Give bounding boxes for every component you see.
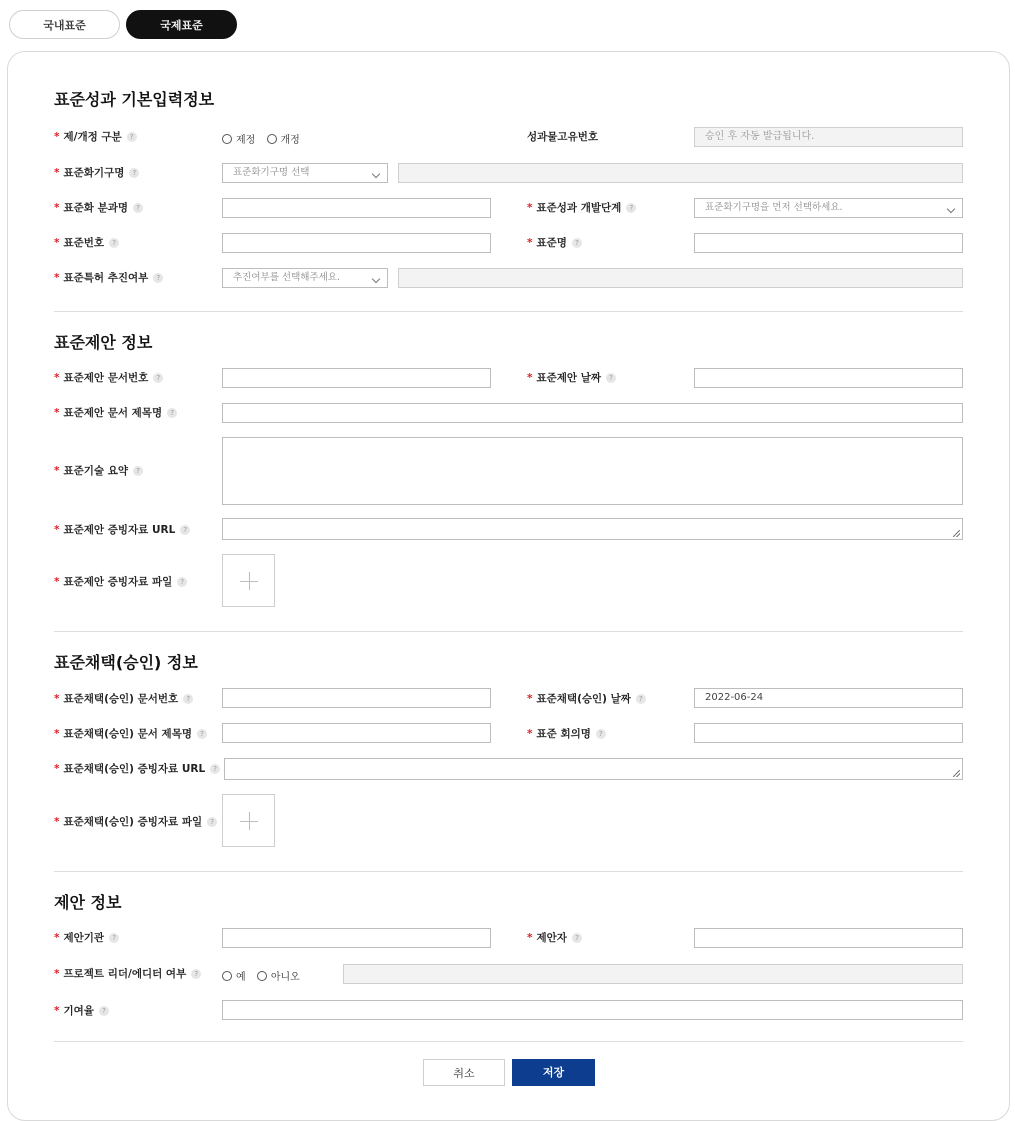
radio-circle-icon[interactable] xyxy=(222,971,232,981)
leader-radio-group xyxy=(222,968,308,983)
label-stage: * 표준성과 개발단계 ? xyxy=(527,201,636,215)
adoption-doc-number-input[interactable] xyxy=(222,688,491,708)
label-patent: * 표준특허 추진여부 ? xyxy=(54,271,163,285)
help-icon[interactable]: ? xyxy=(129,168,139,178)
label-agency: * 제안기관 ? xyxy=(54,931,119,945)
label-proposal-file: * 표준제안 증빙자료 파일 ? xyxy=(54,575,187,589)
radio-no[interactable]: 아니오 xyxy=(257,968,300,983)
proposal-url-textarea[interactable] xyxy=(222,518,963,540)
label-adoption-file: * 표준채택(승인) 증빙자료 파일 ? xyxy=(54,815,217,829)
help-icon[interactable]: ? xyxy=(133,466,143,476)
label-meeting: * 표준 회의명 ? xyxy=(527,727,606,741)
label-adoption-doc-number: * 표준채택(승인) 문서번호 ? xyxy=(54,692,193,706)
label-adoption-date: * 표준채택(승인) 날짜 ? xyxy=(527,692,646,706)
leader-detail-field xyxy=(343,964,963,984)
std-number-input[interactable] xyxy=(222,233,491,253)
proposal-doc-title-input[interactable] xyxy=(222,403,963,423)
chevron-down-icon xyxy=(372,170,380,178)
label-leader: * 프로젝트 리더/에디터 여부 ? xyxy=(54,967,201,981)
label-summary: * 표준기술 요약 ? xyxy=(54,464,143,478)
resize-handle-icon[interactable] xyxy=(953,770,960,777)
tab-domestic[interactable]: 국내표준 xyxy=(9,10,120,39)
section-divider xyxy=(54,871,963,872)
help-icon[interactable]: ? xyxy=(210,764,220,774)
org-detail-field xyxy=(398,163,963,183)
label-std-number: * 표준번호 ? xyxy=(54,236,119,250)
plus-icon xyxy=(249,572,250,590)
section-title-suggestion: 제안 정보 xyxy=(54,893,122,912)
tab-international[interactable]: 국제표준 xyxy=(126,10,237,39)
section-divider xyxy=(54,631,963,632)
help-icon[interactable]: ? xyxy=(207,817,217,827)
stage-select[interactable]: 표준화기구명을 먼저 선택하세요. xyxy=(694,198,963,218)
section-title-basic: 표준성과 기본입력정보 xyxy=(54,90,215,109)
help-icon[interactable]: ? xyxy=(191,969,201,979)
radio-circle-icon[interactable] xyxy=(257,971,267,981)
radio-circle-icon[interactable] xyxy=(267,134,277,144)
help-icon[interactable]: ? xyxy=(153,273,163,283)
agency-input[interactable] xyxy=(222,928,491,948)
help-icon[interactable]: ? xyxy=(109,933,119,943)
section-divider xyxy=(54,311,963,312)
std-name-input[interactable] xyxy=(694,233,963,253)
adoption-file-upload[interactable] xyxy=(222,794,275,847)
label-proposal-doc-title: * 표준제안 문서 제목명 ? xyxy=(54,406,177,420)
radio-new[interactable]: 제정 xyxy=(222,131,255,146)
proposal-file-upload[interactable] xyxy=(222,554,275,607)
label-proposal-doc-number: * 표준제안 문서번호 ? xyxy=(54,371,163,385)
help-icon[interactable]: ? xyxy=(180,525,190,535)
help-icon[interactable]: ? xyxy=(109,238,119,248)
label-revision: * 제/개정 구분 ? xyxy=(54,130,137,144)
radio-circle-icon[interactable] xyxy=(222,134,232,144)
adoption-date-input[interactable]: 2022-06-24 xyxy=(694,688,963,708)
help-icon[interactable]: ? xyxy=(572,933,582,943)
help-icon[interactable]: ? xyxy=(133,203,143,213)
label-org: * 표준화기구명 ? xyxy=(54,166,139,180)
plus-icon xyxy=(249,812,250,830)
resize-handle-icon[interactable] xyxy=(953,530,960,537)
help-icon[interactable]: ? xyxy=(626,203,636,213)
label-adoption-url: * 표준채택(승인) 증빙자료 URL ? xyxy=(54,762,220,776)
help-icon[interactable]: ? xyxy=(606,373,616,383)
patent-detail-field xyxy=(398,268,963,288)
label-proposer: * 제안자 ? xyxy=(527,931,582,945)
subcommittee-input[interactable] xyxy=(222,198,491,218)
section-title-proposal: 표준제안 정보 xyxy=(54,333,153,352)
help-icon[interactable]: ? xyxy=(636,694,646,704)
summary-textarea[interactable] xyxy=(222,437,963,505)
help-icon[interactable]: ? xyxy=(596,729,606,739)
contribution-input[interactable] xyxy=(222,1000,963,1020)
label-proposal-url: * 표준제안 증빙자료 URL ? xyxy=(54,523,190,537)
proposer-input[interactable] xyxy=(694,928,963,948)
help-icon[interactable]: ? xyxy=(127,132,137,142)
patent-select[interactable]: 추진여부를 선택해주세요. xyxy=(222,268,388,288)
label-contribution: * 기여율 ? xyxy=(54,1004,109,1018)
adoption-url-textarea[interactable] xyxy=(224,758,963,780)
radio-yes[interactable]: 예 xyxy=(222,968,246,983)
adoption-doc-title-input[interactable] xyxy=(222,723,491,743)
help-icon[interactable]: ? xyxy=(153,373,163,383)
label-proposal-date: * 표준제안 날짜 ? xyxy=(527,371,616,385)
help-icon[interactable]: ? xyxy=(183,694,193,704)
proposal-doc-number-input[interactable] xyxy=(222,368,491,388)
label-adoption-doc-title: * 표준채택(승인) 문서 제목명 ? xyxy=(54,727,207,741)
save-button[interactable]: 저장 xyxy=(512,1059,595,1086)
radio-revise[interactable]: 개정 xyxy=(267,131,300,146)
chevron-down-icon xyxy=(947,205,955,213)
label-std-name: * 표준명 ? xyxy=(527,236,582,250)
help-icon[interactable]: ? xyxy=(177,577,187,587)
section-title-adoption: 표준채택(승인) 정보 xyxy=(54,653,198,672)
revision-radio-group xyxy=(222,131,308,146)
chevron-down-icon xyxy=(372,275,380,283)
label-result-id: 성과물고유번호 xyxy=(527,131,599,143)
help-icon[interactable]: ? xyxy=(99,1006,109,1016)
help-icon[interactable]: ? xyxy=(197,729,207,739)
label-subcommittee: * 표준화 분과명 ? xyxy=(54,201,143,215)
org-select[interactable]: 표준화기구명 선택 xyxy=(222,163,388,183)
result-id-field: 승인 후 자동 발급됩니다. xyxy=(694,127,963,147)
cancel-button[interactable]: 취소 xyxy=(423,1059,505,1086)
section-divider xyxy=(54,1041,963,1042)
help-icon[interactable]: ? xyxy=(572,238,582,248)
help-icon[interactable]: ? xyxy=(167,408,177,418)
meeting-input[interactable] xyxy=(694,723,963,743)
proposal-date-input[interactable] xyxy=(694,368,963,388)
